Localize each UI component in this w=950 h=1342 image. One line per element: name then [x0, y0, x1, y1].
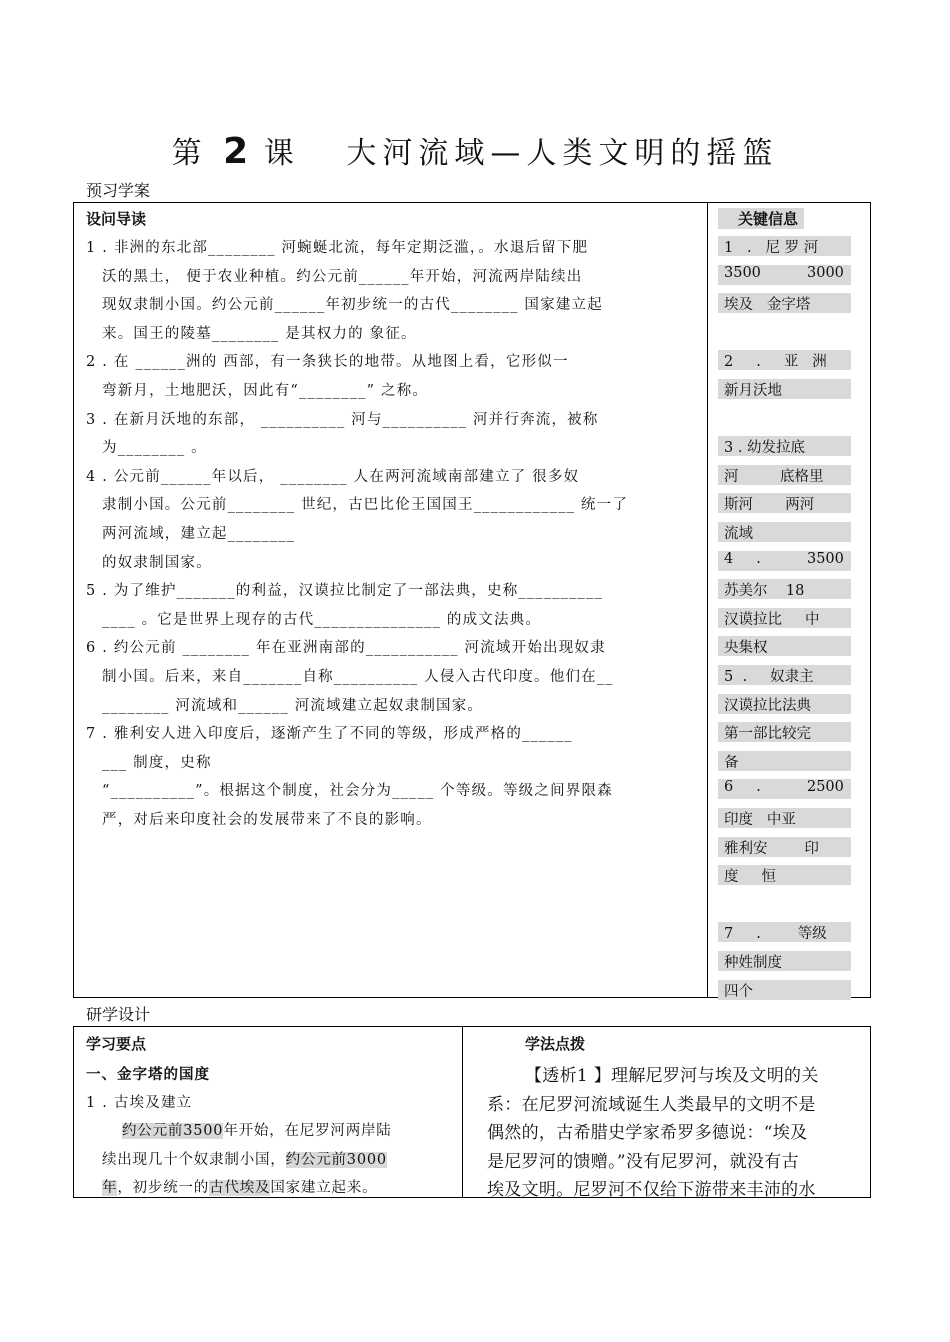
- text: 国家建立起来。: [270, 1180, 378, 1196]
- study-paragraph-line: [102, 1176, 377, 1197]
- key-info-line: 4 . 3500: [718, 551, 851, 571]
- key-info-line: [718, 322, 851, 342]
- key-info-line: 3 . 幼发拉底: [718, 436, 851, 456]
- study-paragraph-line: [102, 1148, 387, 1169]
- text: 续出现几十个奴隶制小国，: [102, 1152, 286, 1168]
- guide-line: 7 . 雅利安人进入印度后，逐渐产生了不同的等级，形成严格的______: [86, 726, 573, 743]
- key-info-line: 6 . 2500: [718, 779, 851, 799]
- guide-line: 现奴隶制小国。约公元前______年初步统一的古代________ 国家建立起: [102, 297, 603, 314]
- preview-label: 预习学案: [86, 181, 151, 200]
- method-line: 【透析1 】理解尼罗河与埃及文明的关: [525, 1066, 819, 1086]
- key-info-line: 流域: [718, 522, 851, 542]
- guide-line: 沃的黑土， 便于农业种植。约公元前______年开始，河流两岸陆续出: [102, 268, 583, 285]
- guide-line: 来。国王的陵墓________ 是其权力的 象征。: [102, 325, 417, 342]
- key-info-line: 雅利安 印: [718, 837, 851, 857]
- guide-line: 2 . 在 ______洲的 西部，有一条狭长的地带。从地图上看，它形似一: [86, 354, 569, 371]
- highlight: 古代埃及: [209, 1180, 271, 1196]
- guide-line: ________ 河流域和______ 河流域建立起奴隶制国家。: [102, 697, 484, 714]
- key-info-line: 2 . 亚 洲: [718, 350, 851, 370]
- highlight: 年: [102, 1180, 118, 1196]
- key-info-line: 斯河 两河: [718, 493, 851, 513]
- key-info-line: 埃及 金字塔: [718, 293, 851, 313]
- study-header: 学习要点: [86, 1035, 147, 1053]
- title-number: 2: [223, 131, 249, 172]
- key-info-line: 7 . 等级: [718, 922, 851, 942]
- method-line: 埃及文明。尼罗河不仅给下游带来丰沛的水: [487, 1180, 816, 1200]
- highlight: 约公元前3500: [122, 1123, 224, 1139]
- key-info-line: 央集权: [718, 636, 851, 656]
- study-paragraph-line: [122, 1119, 392, 1140]
- guide-line: 5 . 为了维护_______的利益，汉谟拉比制定了一部法典，史称__________: [86, 583, 603, 600]
- guide-line: 严，对后来印度社会的发展带来了不良的影响。: [102, 812, 432, 828]
- research-table: [73, 1026, 871, 1198]
- guide-line: ____ 。它是世界上现存的古代_______________ 的成文法典。: [102, 611, 542, 628]
- text: 年开始，在尼罗河两岸陆: [223, 1123, 392, 1139]
- title-name: 大河流域—人类文明的摇篮: [346, 136, 779, 171]
- guide-line: “__________”。根据这个制度，社会分为_____ 个等级。等级之间界限森: [102, 783, 613, 800]
- guide-line: 1 . 非洲的东北部________ 河蜿蜒北流，每年定期泛滥，。水退后留下肥: [86, 240, 589, 256]
- guide-header: 设问导读: [86, 210, 147, 228]
- key-info-line: 种姓制度: [718, 951, 851, 971]
- key-info-line: 度 恒: [718, 865, 851, 885]
- guide-line: 3 . 在新月沃地的东部， __________ 河与__________ 河并行奔流，被称: [86, 411, 599, 428]
- method-header: 学法点拨: [525, 1035, 586, 1053]
- method-line: 是尼罗河的馈赠。”没有尼罗河，就没有古: [487, 1151, 799, 1172]
- guide-line: 弯新月，土地肥沃，因此有“________” 之称。: [102, 383, 429, 399]
- lesson-title: [0, 128, 950, 172]
- key-info-line: 新月沃地: [718, 379, 851, 399]
- key-info-line: [718, 408, 851, 428]
- key-info-line: 河 底格里: [718, 465, 851, 485]
- research-label: 研学设计: [86, 1005, 151, 1024]
- key-info-line: 5 . 奴隶主: [718, 665, 851, 685]
- guide-line: 6 . 约公元前 ________ 年在亚洲南部的___________ 河流域开始出现奴隶: [86, 640, 606, 657]
- key-info-line: 汉谟拉比法典: [718, 694, 851, 714]
- text: ，初步统一的: [117, 1180, 210, 1196]
- title-prefix: 第: [171, 136, 208, 171]
- study-item: 1 . 古埃及建立: [86, 1095, 193, 1111]
- guide-line: 4 . 公元前______年以后， ________ 人在两河流域南部建立了 很多奴: [86, 468, 580, 485]
- guide-line: 隶制小国。公元前________ 世纪，古巴比伦王国国王____________ 统一了: [102, 497, 629, 514]
- method-line: 系：在尼罗河流域诞生人类最早的文明不是: [487, 1094, 816, 1115]
- key-info-line: [718, 894, 851, 914]
- preview-table: [73, 202, 871, 998]
- method-line: 偶然的，古希腊史学家希罗多德说：“埃及: [487, 1123, 808, 1143]
- guide-column: [74, 203, 708, 997]
- key-info-line: 汉谟拉比 中: [718, 608, 851, 628]
- guide-line: 的奴隶制国家。: [102, 554, 212, 571]
- key-info-line: 四个: [718, 980, 851, 1000]
- key-info-header: 关键信息: [718, 208, 804, 229]
- guide-line: ___ 制度，史称: [102, 754, 212, 771]
- key-info-line: 3500 3000: [718, 265, 851, 285]
- highlight: 约公元前3000: [285, 1152, 387, 1168]
- guide-line: 为________ 。: [102, 440, 207, 457]
- title-word: 课: [263, 136, 300, 171]
- study-subheading: 一、金字塔的国度: [86, 1067, 210, 1083]
- study-column: [74, 1027, 463, 1197]
- key-info-line: 印度 中亚: [718, 808, 851, 828]
- key-info-line: 备: [718, 751, 851, 771]
- method-column: [463, 1027, 870, 1200]
- key-info-line: 苏美尔 18: [718, 579, 851, 599]
- guide-line: 两河流域，建立起________: [102, 526, 296, 542]
- key-info-column: [708, 203, 870, 1000]
- key-info-line: 第一部比较完: [718, 722, 851, 742]
- key-info-line: 1 . 尼 罗 河: [718, 236, 851, 256]
- guide-line: 制小国。后来，来自_______自称__________ 人侵入古代印度。他们在__: [102, 669, 614, 685]
